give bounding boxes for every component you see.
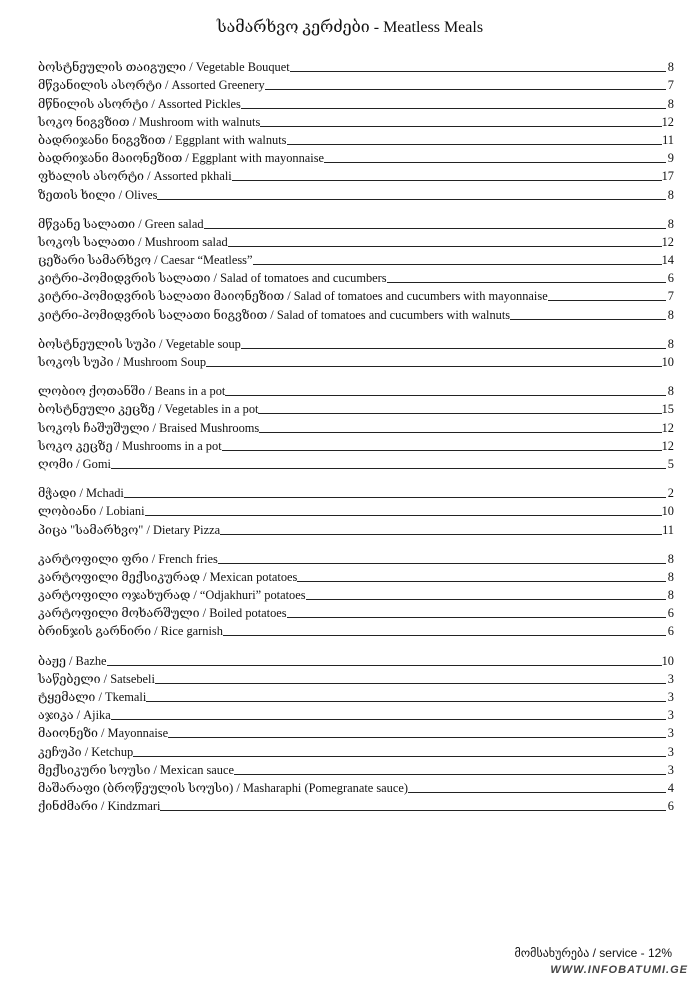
menu-item (38, 548, 674, 566)
leader-line (133, 756, 666, 757)
website-watermark: WWW.INFOBATUMI.GE (550, 964, 688, 976)
menu-item (38, 398, 674, 416)
menu-item-name: კარტოფილი მექსიკურად / Mexican potatoes (38, 569, 298, 584)
menu-item (38, 777, 674, 795)
menu-item-price: 3 (667, 690, 674, 704)
menu-item (38, 249, 674, 267)
leader-line (124, 497, 666, 498)
menu-item-price: 6 (667, 271, 674, 286)
menu-item (38, 759, 674, 777)
menu-section (38, 380, 674, 471)
menu-item (38, 267, 674, 285)
menu-item-name: სოკო კეცზე / Mushrooms in a pot (38, 438, 222, 453)
menu-item (38, 795, 674, 813)
menu-item (38, 285, 674, 303)
leader-line (228, 246, 662, 247)
menu-item-name: სოკოს სალათი / Mushroom salad (38, 234, 228, 249)
leader-line (241, 348, 666, 349)
menu-item-price: 8 (667, 588, 674, 603)
menu-section (38, 213, 674, 322)
menu-item-price: 3 (667, 726, 674, 741)
menu-item-name: მწნილის ასორტი / Assorted Pickles (38, 96, 241, 111)
leader-line (253, 264, 662, 265)
menu-item-price: 4 (667, 780, 674, 795)
menu-item-price: 7 (667, 289, 674, 304)
leader-line (218, 563, 666, 564)
menu-item-name: კარტოფილი ოჯახურად / “Odjakhuri” potatoes (38, 588, 306, 603)
menu-item (38, 303, 674, 321)
menu-item-price: 8 (667, 307, 674, 322)
menu-item (38, 482, 674, 500)
menu-item (38, 584, 674, 602)
menu-item-name: მაიონეზი / Mayonnaise (38, 726, 169, 741)
menu-item-name: ბოსტნეული კეცზე / Vegetables in a pot (38, 402, 259, 417)
page-title: სამარხვო კერძები - Meatless Meals (216, 19, 484, 36)
leader-line (510, 319, 666, 320)
leader-line (157, 199, 666, 200)
leader-line (241, 108, 666, 109)
menu-item-price: 12 (661, 420, 674, 435)
menu-item-price: 15 (661, 402, 674, 417)
menu-section (38, 548, 674, 639)
menu-item (38, 416, 674, 434)
menu-item-name: კარტოფილი ფრი / French fries (38, 551, 218, 566)
service-charge-note: მომსახურება / service - 12% (514, 946, 672, 960)
menu-item (38, 129, 674, 147)
menu-item-name: ბრინჯის გარნირი / Rice garnish (38, 624, 223, 639)
leader-line (259, 432, 661, 433)
menu-section (38, 482, 674, 537)
menu-item-price: 6 (667, 799, 674, 814)
leader-line (287, 144, 663, 145)
menu-item-name: სოკოს ჩაშუშული / Braised Mushrooms (38, 420, 260, 435)
leader-line (387, 282, 666, 283)
menu-item (38, 231, 674, 249)
menu-item (38, 649, 674, 667)
menu-item-name: ფხალის ასორტი / Assorted pkhali (38, 169, 232, 184)
menu-item (38, 147, 674, 165)
leader-line (160, 810, 666, 811)
menu-item-name: ზეთის ხილი / Olives (38, 187, 158, 202)
menu-item-price: 8 (667, 336, 674, 351)
leader-line (111, 719, 666, 720)
menu-item (38, 92, 674, 110)
menu-item-price: 2 (667, 486, 674, 501)
menu-item-name: ბოსტნეულის თაიგული / Vegetable Bouquet (38, 60, 290, 75)
menu-item-name: მწვანილის ასორტი / Assorted Greenery (38, 78, 265, 93)
menu-item (38, 566, 674, 584)
menu-item-name: პიცა "სამარხვო" / Dietary Pizza (38, 522, 221, 537)
leader-line (155, 683, 666, 684)
menu-item (38, 620, 674, 638)
menu-item-price: 12 (661, 234, 674, 249)
menu-item-price: 8 (667, 569, 674, 584)
menu-item-name: აჯიკა / Ajika (38, 708, 111, 723)
menu-item-price: 12 (661, 114, 674, 129)
menu-item-name: მაშარაფი (ბროწეულის სოუსი) / Masharaphi (Pomegranate sauce) (38, 780, 408, 795)
leader-line (111, 468, 666, 469)
menu-item-price: 11 (662, 132, 674, 147)
menu-item (38, 602, 674, 620)
menu-item-price: 8 (667, 96, 674, 111)
menu-item (38, 183, 674, 201)
menu-item (38, 56, 674, 74)
menu-item-price: 6 (667, 606, 674, 621)
menu-item-price: 10 (661, 653, 674, 668)
menu-item (38, 213, 674, 231)
menu-section (38, 333, 674, 369)
leader-line (146, 701, 666, 702)
menu-item-name: ლობიანი / Lobiani (38, 504, 145, 519)
menu-item-price: 10 (661, 355, 674, 369)
menu-item-name: ლობიო ქოთანში / Beans in a pot (38, 384, 226, 399)
menu-item-price: 3 (667, 671, 674, 686)
leader-line (232, 180, 662, 181)
menu-item-price: 8 (667, 216, 674, 231)
menu-item-name: მჭადი / Mchadi (38, 486, 124, 501)
menu-item-price: 17 (661, 169, 674, 184)
menu-item-name: ქინძმარი / Kindzmari (38, 799, 161, 814)
menu-item-price: 9 (667, 151, 674, 166)
menu-item-name: ბადრიჯანი ნიგვზით / Eggplant with walnuts (38, 132, 287, 147)
leader-line (306, 599, 666, 600)
menu-item-price: 6 (667, 624, 674, 639)
leader-line (260, 126, 661, 127)
menu-item-name: ბადრიჯანი მაიონეზით / Eggplant with mayonnaise (38, 151, 325, 166)
leader-line (324, 162, 666, 163)
menu-item (38, 453, 674, 471)
leader-line (220, 534, 662, 535)
leader-line (204, 228, 666, 229)
menu-item-price: 8 (667, 60, 674, 75)
menu-item-price: 12 (661, 438, 674, 453)
menu-item-name: მწვანე სალათი / Green salad (38, 216, 204, 231)
leader-line (290, 71, 666, 72)
menu-item (38, 111, 674, 129)
menu-item (38, 74, 674, 92)
menu-item (38, 165, 674, 183)
menu-item (38, 722, 674, 740)
leader-line (287, 617, 666, 618)
leader-line (206, 366, 662, 367)
leader-line (258, 413, 661, 414)
menu-item-name: სოკო ნიგვზით / Mushroom with walnuts (38, 114, 261, 129)
leader-line (234, 774, 666, 775)
menu-item-price: 3 (667, 744, 674, 759)
leader-line (225, 395, 666, 396)
menu-item-price: 11 (662, 522, 674, 537)
menu-item-name: ღომი / Gomi (38, 456, 111, 471)
menu-item-price: 8 (667, 384, 674, 399)
menu-item-price: 14 (661, 253, 674, 268)
menu-item-price: 3 (667, 762, 674, 777)
menu-item (38, 704, 674, 722)
menu-item-name: კიტრი-პომიდვრის სალათი / Salad of tomatoes and cucumbers (38, 271, 387, 286)
menu-item-name: კიტრი-პომიდვრის სალათი მაიონეზით / Salad of tomatoes and cucumbers with mayonnaise (38, 289, 548, 304)
leader-line (223, 635, 666, 636)
menu-item-name: კარტოფილი მოხარშული / Boiled potatoes (38, 606, 287, 621)
menu-item (38, 435, 674, 453)
menu-item-name: ცეზარი სამარხვო / Caesar “Meatless” (38, 253, 253, 268)
menu-item (38, 351, 674, 369)
leader-line (297, 581, 666, 582)
menu-item-price: 8 (667, 551, 674, 566)
menu-item-price: 5 (667, 456, 674, 471)
menu-item-name: მექსიკური სოუსი / Mexican sauce (38, 762, 235, 777)
menu-item-price: 10 (661, 504, 674, 519)
menu-item-name: ბაჟე / Bazhe (38, 653, 107, 668)
menu-item-name: კეჩუპი / Ketchup (38, 744, 134, 759)
menu-section (38, 649, 674, 813)
menu-item (38, 668, 674, 686)
menu-item (38, 518, 674, 536)
leader-line (408, 792, 666, 793)
leader-line (222, 450, 662, 451)
menu-item (38, 333, 674, 351)
menu-item-name: ბოსტნეულის სუპი / Vegetable soup (38, 336, 241, 351)
menu-item-name: ტყემალი / Tkemali (38, 690, 147, 704)
menu-item-name: კიტრი-პომიდვრის სალათი ნიგვზით / Salad of tomatoes and cucumbers with walnuts (38, 307, 511, 322)
leader-line (107, 665, 662, 666)
leader-line (168, 737, 666, 738)
menu-section (38, 56, 674, 202)
menu-item-price: 7 (667, 78, 674, 93)
menu-item (38, 686, 674, 704)
menu-item-name: სოკოს სუპი / Mushroom Soup (38, 355, 207, 369)
menu-list (38, 56, 674, 824)
menu-item-price: 8 (667, 187, 674, 202)
menu-item (38, 500, 674, 518)
menu-item (38, 740, 674, 758)
leader-line (265, 89, 666, 90)
menu-item (38, 380, 674, 398)
leader-line (548, 300, 666, 301)
leader-line (145, 515, 662, 516)
menu-item-price: 3 (667, 708, 674, 723)
menu-item-name: საწებელი / Satsebeli (38, 671, 155, 686)
